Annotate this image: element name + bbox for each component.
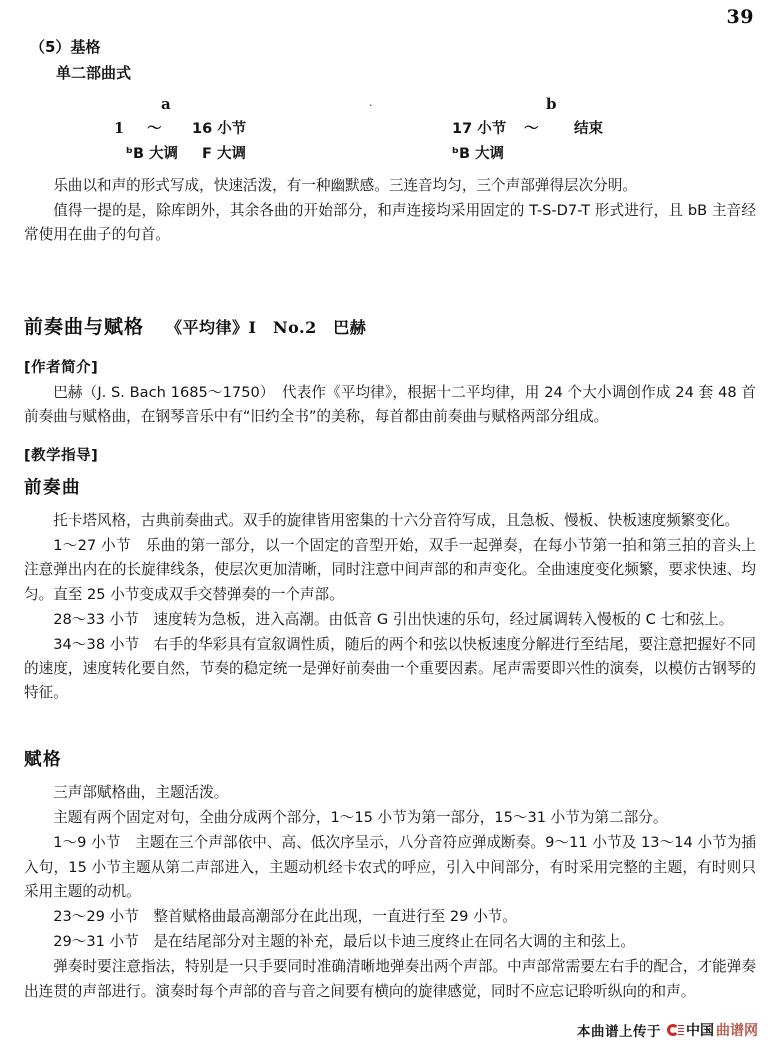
form-diagram-row-labels <box>24 92 756 116</box>
fugue-paragraph-1: 三声部赋格曲，主题活泼。 <box>53 784 229 801</box>
form-a-key-2: F 大调 <box>202 146 246 162</box>
author-intro-paragraph: 巴赫（J. S. Bach 1685～1750） 代表作《平均律》，根据十二平均律，用 24 个大小调创作成 24 套 48 首前奏曲与赋格曲，在钢琴音乐中有“旧约全书”的美称，每首都由前奏曲与赋格两部分组成。 <box>24 384 756 426</box>
fugue-paragraph-5: 29～31 小节 是在结尾部分对主题的补充，最后以卡迪三度终止在同名大调的主和弦上。 <box>53 933 635 951</box>
form-paragraph-2: 值得一提的是，除库朗外，其余各曲的开始部分，和声连接均采用固定的 T-S-D7-T 形式进行，且 bB 主音经常使用在曲子的句首。 <box>24 202 756 244</box>
fugue-paragraph-4: 23～29 小节 整首赋格曲最高潮部分在此出现，一直进行至 29 小节。 <box>53 908 517 926</box>
piece-title-block <box>24 312 756 339</box>
form-a-range-start: 1 <box>114 120 125 137</box>
part-prelude <box>24 474 756 707</box>
form-a-tilde: ～ <box>147 120 162 137</box>
form-a-range-end: 16 小节 <box>192 121 247 137</box>
form-b-range-end: 结束 <box>574 121 603 137</box>
prelude-paragraph-4: 34～38 小节 右手的华彩具有宣叙调性质，随后的两个和弦以快板速度分解进行至结尾，要注意把握好不同的速度，速度转化要自然，节奏的稳定统一是弹好前奏曲一个重要因素。尾声需要即兴性的演奏，以模仿古钢琴的特征。 <box>24 636 756 702</box>
footer-upload-text: 本曲谱上传于 <box>577 1024 661 1040</box>
footer-watermark <box>577 1020 758 1040</box>
fugue-paragraph-3: 1～9 小节 主题在三个声部依中、高、低次序呈示，八分音符应弹成断奏。9～11 小节及 13～14 小节为插入句，15 小节主题从第二声部进入，主题动机经卡农式的呼应，引入中间部分，有时采用完整的主题，有时则只采用主题的动机。 <box>24 834 756 900</box>
form-label-b: b <box>546 95 557 113</box>
cqp-logo-icon <box>667 1023 684 1038</box>
form-diagram-row-measures <box>24 117 756 141</box>
author-intro-section <box>24 356 756 430</box>
teaching-guide-heading-block <box>24 444 756 465</box>
form-a-key-1: ᵇB 大调 <box>126 146 179 162</box>
form-divider-dot: · <box>369 99 373 112</box>
site-logo-qupuwang: 曲谱网 <box>716 1023 758 1039</box>
author-intro-heading: [作者简介] <box>24 360 99 376</box>
section-heading-jige: （5）基格 <box>30 38 101 56</box>
prelude-paragraph-2: 1～27 小节 乐曲的第一部分，以一个固定的音型开始，双手一起弹奏，在每小节第一拍和第三拍的音头上注意弹出内在的长旋律线条，使层次更加清晰，同时注意中间声部的和声变化。全曲速度变化频繁，要求快速、均匀。直至 25 小节变成双手交替弹奏的一个声部。 <box>24 537 756 603</box>
form-diagram-row-keys <box>24 142 756 166</box>
piece-title <box>24 312 756 339</box>
form-label-a: a <box>161 95 171 113</box>
form-b-tilde: ～ <box>524 120 539 137</box>
part-fugue <box>24 746 756 1005</box>
piece-title-sub: 《平均律》Ⅰ No.2 巴赫 <box>166 318 367 337</box>
teaching-guide-heading: [教学指导] <box>24 448 99 464</box>
form-b-key-1: ᵇB 大调 <box>452 146 505 162</box>
prelude-paragraph-3: 28～33 小节 速度转为急板，进入高潮。由低音 G 引出快速的乐句，经过属调转入慢板的 C 七和弦上。 <box>53 610 734 628</box>
part-title-prelude: 前奏曲 <box>24 478 81 498</box>
site-logo-zhongguo: 中国 <box>686 1023 714 1039</box>
form-diagram <box>24 92 756 168</box>
piece-title-main: 前奏曲与赋格 <box>24 316 145 338</box>
form-paragraph-1: 乐曲以和声的形式写成，快速活泼，有一种幽默感。三连音均匀，三个声部弹得层次分明。 <box>53 177 637 194</box>
section-subheading-binary-form: 单二部曲式 <box>56 64 132 82</box>
fugue-paragraph-2: 主题有两个固定对句，全曲分成两个部分，1～15 小节为第一部分，15～31 小节为第二部分。 <box>53 809 668 827</box>
part-title-fugue: 赋格 <box>24 750 62 770</box>
page-number: 39 <box>726 6 754 28</box>
fugue-paragraph-6: 弹奏时要注意指法，特别是一只手要同时准确清晰地弹奏出两个声部。中声部常需要左右手的配合，才能弹奏出连贯的声部进行。演奏时每个声部的音与音之间要有横向的旋律感觉，同时不应忘记聆听纵向的和声。 <box>24 958 756 1000</box>
form-analysis-section <box>24 36 756 249</box>
site-logo[interactable] <box>667 1020 758 1040</box>
form-b-range-start: 17 小节 <box>452 121 507 137</box>
prelude-paragraph-1: 托卡塔风格，古典前奏曲式。双手的旋律皆用密集的十六分音符写成，且急板、慢板、快板速度频繁变化。 <box>53 512 740 529</box>
